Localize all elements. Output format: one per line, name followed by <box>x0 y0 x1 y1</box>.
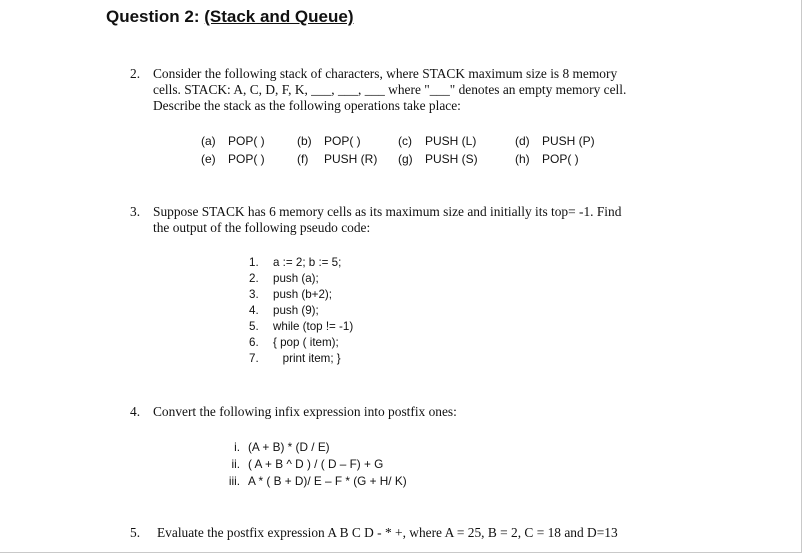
code-line-2 <box>249 272 319 285</box>
q2-option-g <box>398 152 478 166</box>
code-line-text: while (top != -1) <box>273 320 354 333</box>
title-topic: (Stack and Queue) <box>204 7 354 26</box>
q2-option-e <box>201 152 265 166</box>
q2-option-h <box>515 152 579 166</box>
expression-number: iii. <box>228 474 240 488</box>
q2-line-3: Describe the stack as the following operations take place: <box>153 98 461 113</box>
code-line-number: 6. <box>249 336 259 349</box>
q2-line-2: cells. STACK: A, C, D, F, K, ___, ___, ___ where "___" denotes an empty memory cell. <box>153 82 627 97</box>
option-label: (g) <box>398 152 413 166</box>
q2-option-d <box>515 134 595 148</box>
code-line-text: { pop ( item); <box>273 336 339 349</box>
q3-line-2: the output of the following pseudo code: <box>153 220 371 235</box>
option-text: POP( ) <box>228 152 265 166</box>
expression-number: i. <box>234 440 240 454</box>
option-label: (e) <box>201 152 216 166</box>
option-text: POP( ) <box>324 134 361 148</box>
option-label: (d) <box>515 134 530 148</box>
option-label: (c) <box>398 134 412 148</box>
q2-option-a <box>201 134 265 148</box>
option-text: POP( ) <box>228 134 265 148</box>
code-line-6 <box>249 336 339 349</box>
code-line-text: print item; } <box>273 352 341 365</box>
q3-number: 3. <box>130 204 141 219</box>
q4-text: Convert the following infix expression into postfix ones: <box>153 404 457 419</box>
option-text: PUSH (R) <box>324 152 378 166</box>
q2-number: 2. <box>130 66 141 81</box>
option-label: (b) <box>297 134 312 148</box>
code-line-number: 4. <box>249 304 259 317</box>
q5-text: Evaluate the postfix expression A B C D - * +, where A = 25, B = 2, C = 18 and D=13 <box>157 525 618 540</box>
expression-iii <box>216 474 407 488</box>
code-line-5 <box>249 320 353 333</box>
expression-i <box>216 440 330 454</box>
code-line-1 <box>249 256 341 269</box>
option-text: PUSH (S) <box>425 152 478 166</box>
q2-option-b <box>297 134 361 148</box>
expression-number: ii. <box>231 457 240 471</box>
q4-number: 4. <box>130 404 141 419</box>
code-line-7 <box>249 352 341 365</box>
code-line-number: 2. <box>249 272 259 285</box>
expression-text: A * ( B + D)/ E – F * (G + H/ K) <box>248 474 407 488</box>
code-line-text: push (a); <box>273 272 319 285</box>
code-line-number: 1. <box>249 256 259 269</box>
q2-option-c <box>398 134 476 148</box>
page-title <box>106 7 354 27</box>
code-line-text: push (9); <box>273 304 319 317</box>
option-text: PUSH (L) <box>425 134 477 148</box>
expression-text: ( A + B ^ D ) / ( D – F) + G <box>248 457 384 471</box>
code-line-text: a := 2; b := 5; <box>273 256 342 269</box>
expression-text: (A + B) * (D / E) <box>248 440 330 454</box>
code-line-number: 3. <box>249 288 259 301</box>
code-line-4 <box>249 304 319 317</box>
q5-number: 5. <box>130 525 141 540</box>
q2-line-1: Consider the following stack of characters, where STACK maximum size is 8 memory <box>153 66 618 81</box>
option-label: (a) <box>201 134 216 148</box>
option-text: POP( ) <box>542 152 579 166</box>
expression-ii <box>216 457 383 471</box>
code-line-3 <box>249 288 332 301</box>
option-text: PUSH (P) <box>542 134 595 148</box>
q2-option-f <box>297 152 377 166</box>
title-prefix: Question 2: <box>106 7 205 26</box>
code-line-number: 7. <box>249 352 259 365</box>
code-line-text: push (b+2); <box>273 288 332 301</box>
option-label: (h) <box>515 152 530 166</box>
option-label: (f) <box>297 152 309 166</box>
code-line-number: 5. <box>249 320 259 333</box>
q3-line-1: Suppose STACK has 6 memory cells as its maximum size and initially its top= -1. Find <box>153 204 622 219</box>
